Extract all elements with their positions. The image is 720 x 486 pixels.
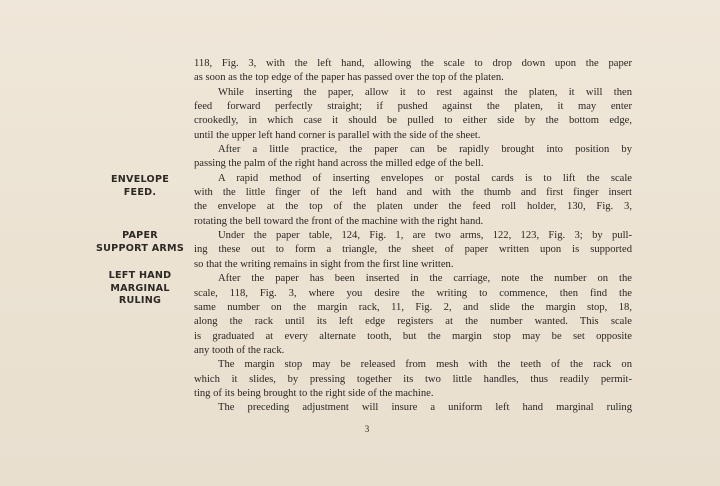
text-line: passing the palm of the right hand across the milled edge of the bell.	[194, 158, 484, 170]
sidenote-line: FEED.	[123, 186, 157, 198]
text-line: A rapid method of inserting envelopes or postal cards is to lift the scale	[218, 172, 632, 184]
sidenote-line: RULING	[118, 295, 162, 306]
text-line: rotating the bell toward the front of the machine with the right hand.	[194, 215, 484, 227]
text-line: After a little practice, the paper can be rapidly brought into position by	[218, 144, 632, 156]
text-line: 118, Fig. 3, with the left hand, allowing the scale to drop down upon the paper	[194, 58, 632, 69]
text-line: ing these out to form a triangle, the sheet of paper written upon is supported	[194, 244, 632, 256]
text-line: as soon as the top edge of the paper has passed over the top of the platen.	[194, 72, 504, 84]
text-line: The margin stop may be released from mesh with the teeth of the rack on	[218, 359, 632, 371]
body-text	[194, 57, 632, 416]
text-line: Under the paper table, 124, Fig. 1, are two arms, 122, 123, Fig. 3; by pull-	[218, 230, 632, 242]
text-line: with the little finger of the left hand and with the thumb and first finger insert	[194, 187, 632, 199]
text-line: ting of its being brought to the right side of the machine.	[194, 387, 434, 399]
text-line: until the upper left hand corner is parallel with the side of the sheet.	[194, 129, 481, 141]
text-line: the envelope at the top of the platen under the feed roll holder, 130, Fig. 3,	[194, 201, 632, 213]
sidenote-line: MARGINAL	[110, 282, 170, 294]
text-line: While inserting the paper, allow it to rest against the platen, it will then	[218, 86, 632, 98]
sidenote-envelope-feed	[88, 174, 192, 199]
text-line: along the rack until its left edge registers at the number wanted. This scale	[194, 316, 632, 328]
text-line: crookedly, in which case it should be pulled to either side by the bottom edge,	[194, 115, 632, 127]
text-line: scale, 118, Fig. 3, where you desire the writing to commence, then find the	[194, 287, 632, 299]
sidenote-left-hand-marginal-ruling	[88, 270, 192, 308]
text-line: After the paper has been inserted in the carriage, note the number on the	[218, 273, 632, 285]
text-line: which it slides, by pressing together its two little handles, thus readily permit-	[194, 373, 632, 385]
sidenote-paper-support-arms	[88, 230, 192, 255]
sidenote-line: PAPER	[122, 230, 158, 241]
text-line: so that the writing remains in sight from the first line written.	[194, 258, 454, 270]
sidenote-line: ENVELOPE	[110, 174, 170, 185]
sidenote-line: LEFT HAND	[108, 270, 172, 281]
text-line: feed forward perfectly straight; if pushed against the platen, it may enter	[194, 101, 632, 113]
page-number: 3	[364, 424, 370, 434]
text-line: The preceding adjustment will insure a uniform left hand marginal ruling	[218, 402, 632, 414]
text-line: is graduated at every alternate tooth, but the margin stop may be set opposite	[194, 330, 632, 342]
text-line: any tooth of the rack.	[194, 344, 285, 356]
text-line: same number on the margin rack, 11, Fig. 2, and slide the margin stop, 18,	[194, 301, 632, 313]
sidenote-line: SUPPORT ARMS	[95, 242, 185, 254]
